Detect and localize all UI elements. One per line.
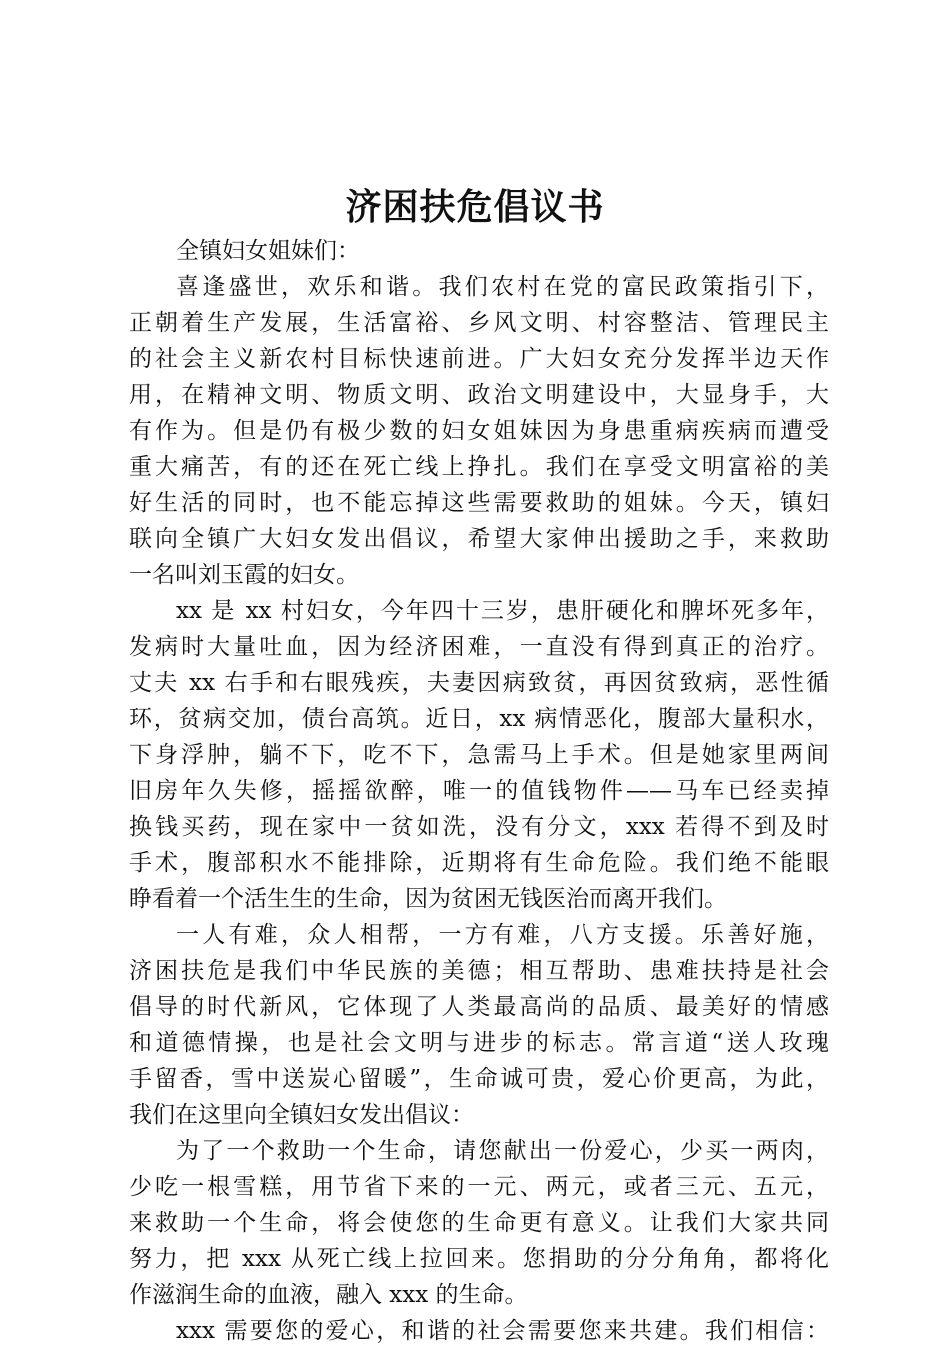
text-line: 喜逢盛世，欢乐和谐。我们农村在党的富民政策指引下， — [176, 274, 829, 300]
text-line: 丈夫 xx 右手和右眼残疾，夫妻因病致贫，再因贫致病，恶性循 — [129, 670, 829, 696]
text-line: 旧房年久失修，摇摇欲醉，唯一的值钱物件——马车已经卖掉 — [129, 778, 829, 804]
document-title: 济困扶危倡议书 — [345, 187, 605, 228]
text-line: 用，在精神文明、物质文明、政治文明建设中，大显身手，大 — [129, 382, 829, 408]
text-line: 少吃一根雪糕，用节省下来的一元、两元，或者三元、五元， — [129, 1174, 829, 1200]
text-line: 一人有难，众人相帮，一方有难，八方支援。乐善好施， — [176, 922, 829, 948]
text-line: 重大痛苦，有的还在死亡线上挣扎。我们在享受文明富裕的美 — [129, 454, 829, 480]
text-line: 为了一个救助一个生命，请您献出一份爱心，少买一两肉， — [176, 1138, 829, 1164]
text-line: 好生活的同时，也不能忘掉这些需要救助的姐妹。今天，镇妇 — [129, 490, 829, 516]
text-line: 手术，腹部积水不能排除，近期将有生命危险。我们绝不能眼 — [129, 850, 829, 876]
text-line: xxx 需要您的爱心，和谐的社会需要您来共建。我们相信： — [176, 1318, 829, 1344]
text-line: 联向全镇广大妇女发出倡议，希望大家伸出援助之手，来救助 — [129, 526, 829, 552]
text-line: 全镇妇女姐妹们： — [176, 238, 360, 264]
text-line: 换钱买药，现在家中一贫如洗，没有分文，xxx 若得不到及时 — [129, 814, 829, 840]
text-line: 下身浮肿，躺不下，吃不下，急需马上手术。但是她家里两间 — [129, 742, 829, 768]
text-line: 一名叫刘玉霞的妇女。 — [129, 562, 359, 588]
text-line: 作滋润生命的血液，融入 xxx 的生命。 — [129, 1282, 528, 1308]
text-line: 环，贫病交加，债台高筑。近日，xx 病情恶化，腹部大量积水， — [129, 706, 829, 732]
text-line: 倡导的时代新风，它体现了人类最高尚的品质、最美好的情感 — [129, 994, 829, 1020]
text-line: 有作为。但是仍有极少数的妇女姐妹因为身患重病疾病而遭受 — [129, 418, 829, 444]
text-line: 睁看着一个活生生的生命，因为贫困无钱医治而离开我们。 — [129, 886, 727, 912]
text-line: 和道德情操，也是社会文明与进步的标志。常言道“送人玫瑰 — [129, 1030, 829, 1056]
text-line: 我们在这里向全镇妇女发出倡议： — [129, 1102, 474, 1128]
text-line: 手留香，雪中送炭心留暖”，生命诚可贵，爱心价更高，为此， — [129, 1066, 829, 1092]
text-line: 的社会主义新农村目标快速前进。广大妇女充分发挥半边天作 — [129, 346, 829, 372]
text-line: 发病时大量吐血，因为经济困难，一直没有得到真正的治疗。 — [129, 634, 829, 660]
text-line: 努力，把 xxx 从死亡线上拉回来。您捐助的分分角角，都将化 — [129, 1246, 829, 1272]
text-line: 正朝着生产发展，生活富裕、乡风文明、村容整洁、管理民主 — [129, 310, 829, 336]
document-body — [129, 233, 829, 1349]
text-line: 来救助一个生命，将会使您的生命更有意义。让我们大家共同 — [129, 1210, 829, 1236]
text-line: 济困扶危是我们中华民族的美德；相互帮助、患难扶持是社会 — [129, 958, 829, 984]
text-line: xx 是 xx 村妇女，今年四十三岁，患肝硬化和脾坏死多年， — [176, 598, 829, 624]
